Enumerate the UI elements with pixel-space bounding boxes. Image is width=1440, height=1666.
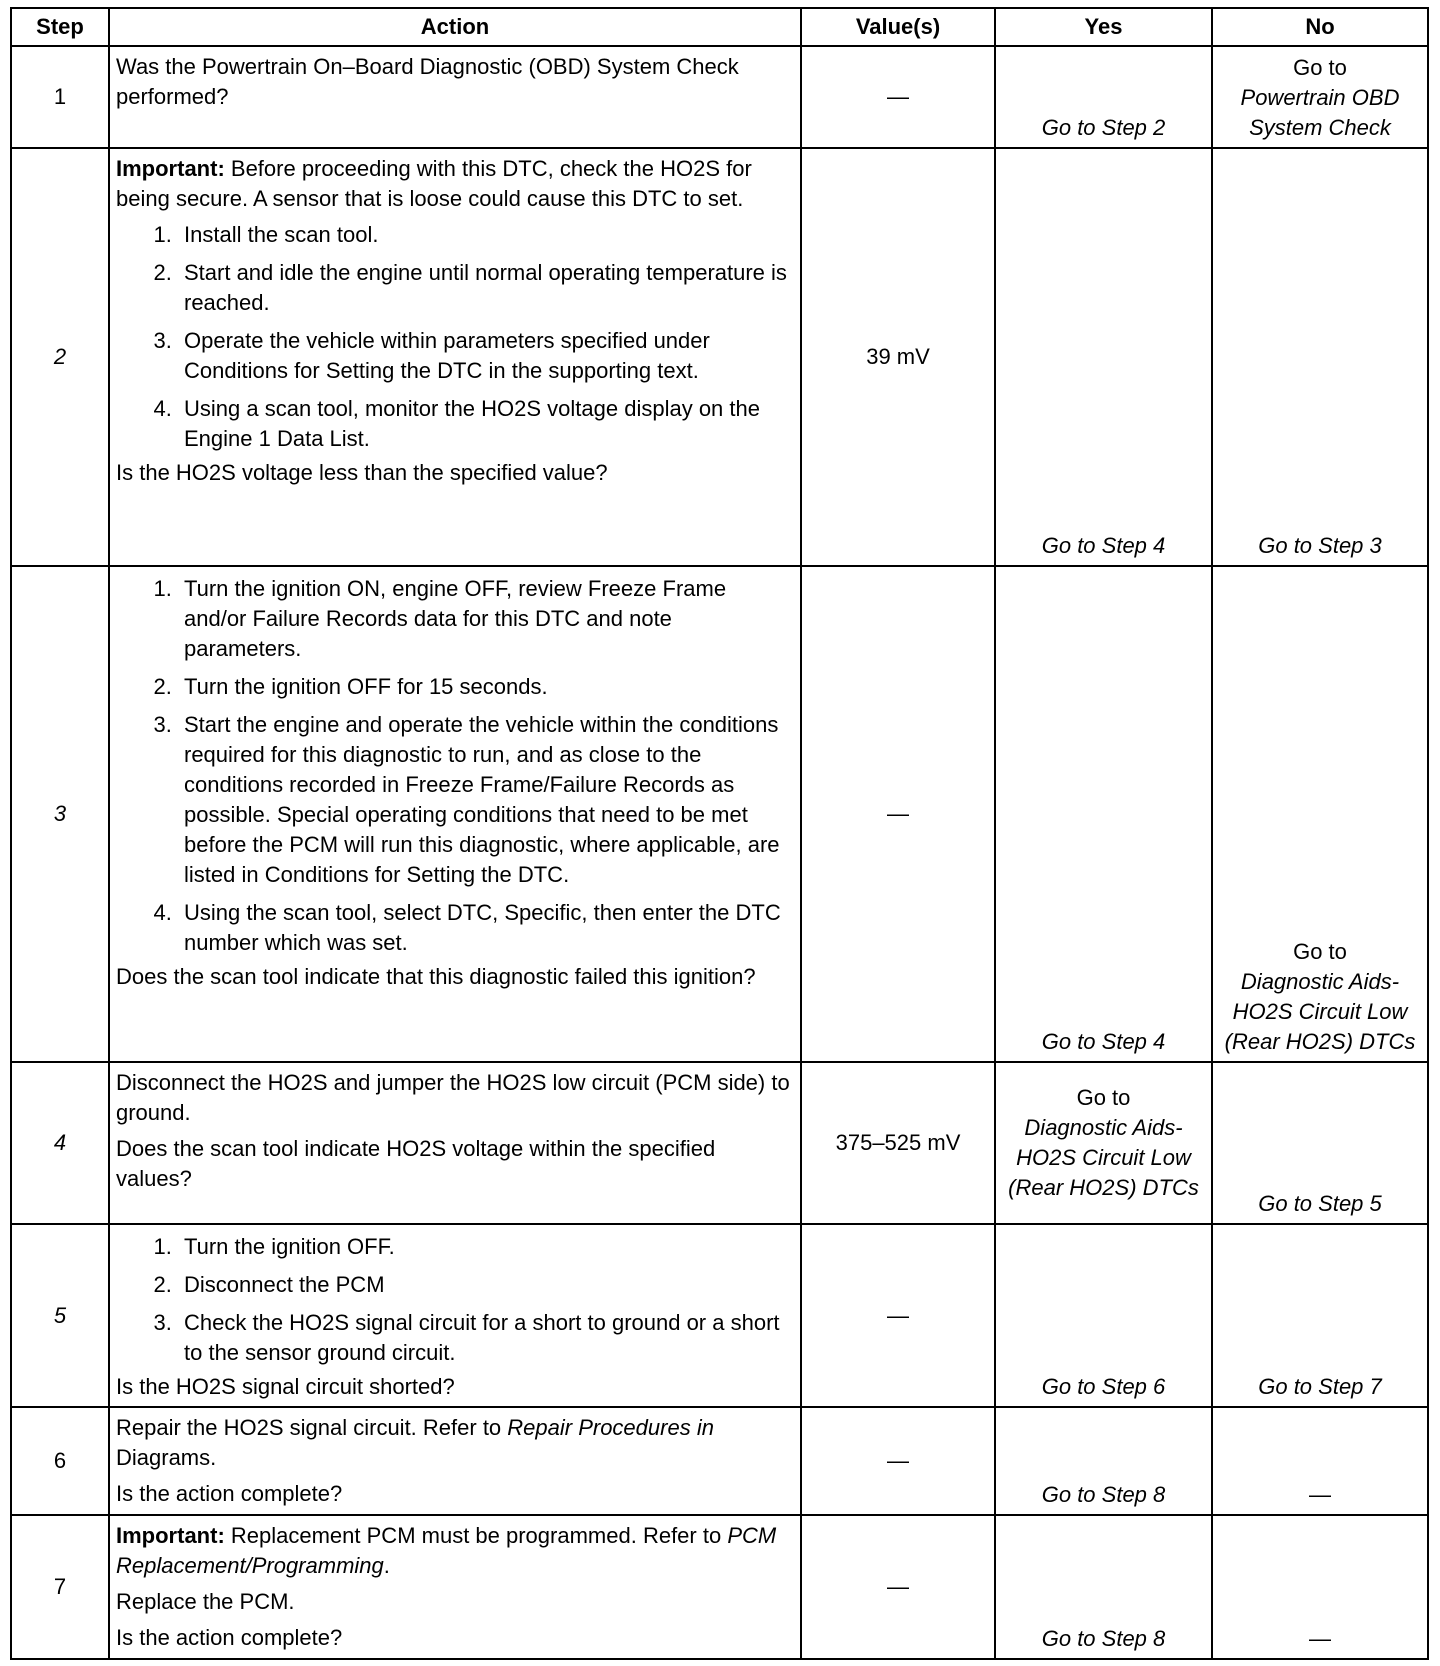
- step-number: 5: [11, 1224, 109, 1407]
- procedure-list: [116, 574, 794, 958]
- yes-cell: Go to Step 4: [995, 566, 1212, 1062]
- header-action: Action: [109, 8, 801, 46]
- important-text: Replacement PCM must be programmed. Refer to: [230, 1523, 728, 1548]
- procedure-list: [116, 1232, 794, 1368]
- no-reference: Powertrain OBD System Check: [1240, 85, 1400, 140]
- yes-cell: Go to Step 4: [995, 148, 1212, 566]
- table-row-step-2: [11, 148, 1428, 566]
- step-number: 4: [11, 1062, 109, 1224]
- action-cell: [109, 148, 801, 566]
- action-question: Is the action complete?: [116, 1481, 343, 1506]
- value-cell: —: [801, 46, 995, 148]
- list-item: 4. Using the scan tool, select DTC, Specific, then enter the DTC number which was set.: [178, 898, 794, 958]
- no-cell: [1212, 566, 1428, 1062]
- list-item: 1. Install the scan tool.: [178, 220, 794, 250]
- step-number: 2: [11, 148, 109, 566]
- no-cell: [1212, 46, 1428, 148]
- table-row-step-3: [11, 566, 1428, 1062]
- yes-goto-label: Go to: [1076, 1085, 1131, 1110]
- table-row-step-1: [11, 46, 1428, 148]
- action-text: [116, 1413, 794, 1473]
- step-number: 1: [11, 46, 109, 148]
- list-item: 2. Start and idle the engine until normal operating temperature is reached.: [178, 258, 794, 318]
- yes-cell: Go to Step 8: [995, 1407, 1212, 1515]
- no-cell: Go to Step 5: [1212, 1062, 1428, 1224]
- action-cell: [109, 1224, 801, 1407]
- list-item: 2. Disconnect the PCM: [178, 1270, 794, 1300]
- list-item: 3. Start the engine and operate the vehicle within the conditions required for this diagnostic to run, and as close to the conditions recorded in Freeze Frame/Failure Records as possible. Special operating conditions that need to be met before the PCM will run this diagnostic, where applicable, are listed in Conditions for Setting the DTC.: [178, 710, 794, 890]
- action-question: Is the HO2S voltage less than the specified value?: [116, 460, 608, 485]
- list-item: 2. Turn the ignition OFF for 15 seconds.: [178, 672, 794, 702]
- table-row-step-6: [11, 1407, 1428, 1515]
- no-goto-label: Go to: [1293, 939, 1347, 964]
- value-cell: 39 mV: [801, 148, 995, 566]
- action-text: Replace the PCM.: [116, 1589, 295, 1614]
- action-text: Disconnect the HO2S and jumper the HO2S low circuit (PCM side) to ground.: [116, 1070, 790, 1125]
- procedure-list: [116, 220, 794, 454]
- list-item: 1. Turn the ignition OFF.: [178, 1232, 794, 1262]
- action-cell: [109, 1515, 801, 1659]
- yes-cell: Go to Step 8: [995, 1515, 1212, 1659]
- header-yes: Yes: [995, 8, 1212, 46]
- no-reference: Diagnostic Aids-HO2S Circuit Low (Rear HO2S) DTCs: [1224, 969, 1416, 1054]
- action-cell: [109, 1407, 801, 1515]
- action-question: Is the HO2S signal circuit shorted?: [116, 1374, 455, 1399]
- important-text: Before proceeding with this DTC, check the HO2S for being secure. A sensor that is loose could cause this DTC to set.: [116, 156, 752, 211]
- action-question: Was the Powertrain On–Board Diagnostic (OBD) System Check performed?: [116, 54, 739, 109]
- step-number: 7: [11, 1515, 109, 1659]
- header-step: Step: [11, 8, 109, 46]
- action-cell: [109, 1062, 801, 1224]
- table-row-step-5: [11, 1224, 1428, 1407]
- important-end: .: [383, 1553, 390, 1578]
- important-note: [116, 1521, 794, 1581]
- no-goto-label: Go to: [1293, 55, 1347, 80]
- yes-cell: Go to Step 6: [995, 1224, 1212, 1407]
- table-row-step-4: [11, 1062, 1428, 1224]
- action-question: Is the action complete?: [116, 1625, 343, 1650]
- important-label: Important:: [116, 1523, 225, 1548]
- action-text-end: Diagrams.: [116, 1445, 217, 1470]
- yes-cell: Go to Step 2: [995, 46, 1212, 148]
- no-cell: Go to Step 7: [1212, 1224, 1428, 1407]
- action-cell: [109, 566, 801, 1062]
- action-question: Does the scan tool indicate HO2S voltage within the specified values?: [116, 1136, 716, 1191]
- list-item: 3. Check the HO2S signal circuit for a short to ground or a short to the sensor ground circuit.: [178, 1308, 794, 1368]
- step-number: 6: [11, 1407, 109, 1515]
- value-cell: —: [801, 566, 995, 1062]
- action-question: Does the scan tool indicate that this diagnostic failed this ignition?: [116, 964, 756, 989]
- header-no: No: [1212, 8, 1428, 46]
- header-values: Value(s): [801, 8, 995, 46]
- list-item: 4. Using a scan tool, monitor the HO2S voltage display on the Engine 1 Data List.: [178, 394, 794, 454]
- value-cell: —: [801, 1224, 995, 1407]
- repair-procedures-reference: Repair Procedures in: [507, 1415, 714, 1440]
- list-item: 3. Operate the vehicle within parameters specified under Conditions for Setting the DTC in the supporting text.: [178, 326, 794, 386]
- action-cell: [109, 46, 801, 148]
- step-number: 3: [11, 566, 109, 1062]
- pcm-programming-reference: PCM Replacement/Programming: [116, 1523, 777, 1578]
- no-cell: Go to Step 3: [1212, 148, 1428, 566]
- important-label: Important:: [116, 156, 225, 181]
- important-note: [116, 154, 794, 214]
- yes-cell: [995, 1062, 1212, 1224]
- header-row: [11, 8, 1428, 46]
- value-cell: —: [801, 1515, 995, 1659]
- list-item: 1. Turn the ignition ON, engine OFF, review Freeze Frame and/or Failure Records data for this DTC and note parameters.: [178, 574, 794, 664]
- diagnostic-table: [10, 7, 1429, 1660]
- no-cell: —: [1212, 1515, 1428, 1659]
- value-cell: 375–525 mV: [801, 1062, 995, 1224]
- action-text-start: Repair the HO2S signal circuit. Refer to: [116, 1415, 508, 1440]
- yes-reference: Diagnostic Aids-HO2S Circuit Low (Rear HO2S) DTCs: [1008, 1115, 1199, 1200]
- no-cell: —: [1212, 1407, 1428, 1515]
- table-row-step-7: [11, 1515, 1428, 1659]
- value-cell: —: [801, 1407, 995, 1515]
